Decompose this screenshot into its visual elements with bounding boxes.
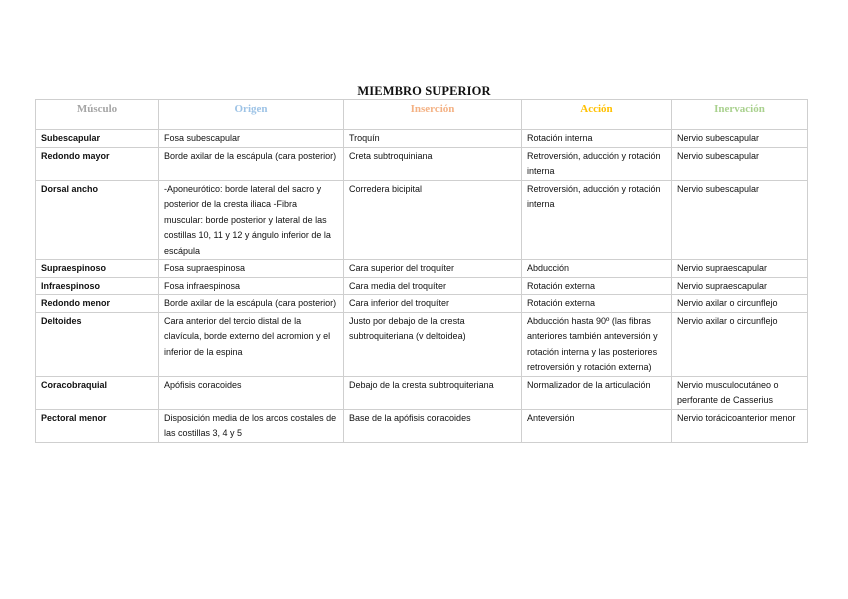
innervation-cell: Nervio musculocutáneo o perforante de Casserius [672, 376, 808, 409]
origin-cell: Disposición media de los arcos costales de las costillas 3, 4 y 5 [159, 409, 344, 442]
origin-cell: Cara anterior del tercio distal de la clavícula, borde externo del acromion y el inferior de la espina [159, 312, 344, 376]
insertion-cell: Creta subtroquiniana [344, 147, 522, 180]
table-row [36, 147, 808, 180]
insertion-cell: Corredera bicipital [344, 180, 522, 260]
header-row [36, 100, 808, 130]
muscle-cell: Coracobraquial [36, 376, 159, 409]
origin-cell: Fosa supraespinosa [159, 260, 344, 278]
header-innervation: Inervación [672, 100, 808, 130]
action-cell: Rotación externa [522, 295, 672, 313]
origin-cell: Borde axilar de la escápula (cara posterior) [159, 295, 344, 313]
table-row [36, 409, 808, 442]
insertion-cell: Debajo de la cresta subtroquiteriana [344, 376, 522, 409]
muscle-cell: Pectoral menor [36, 409, 159, 442]
muscle-cell: Dorsal ancho [36, 180, 159, 260]
muscle-cell: Infraespinoso [36, 277, 159, 295]
table-row [36, 260, 808, 278]
insertion-cell: Troquín [344, 130, 522, 148]
innervation-cell: Nervio subescapular [672, 130, 808, 148]
action-cell: Rotación externa [522, 277, 672, 295]
innervation-cell: Nervio axilar o circunflejo [672, 295, 808, 313]
innervation-cell: Nervio subescapular [672, 180, 808, 260]
insertion-cell: Justo por debajo de la cresta subtroquiteriana (v deltoidea) [344, 312, 522, 376]
innervation-cell: Nervio subescapular [672, 147, 808, 180]
header-muscle: Músculo [36, 100, 159, 130]
table-row [36, 180, 808, 260]
action-cell: Anteversión [522, 409, 672, 442]
innervation-cell: Nervio torácicoanterior menor [672, 409, 808, 442]
action-cell: Abducción [522, 260, 672, 278]
muscle-cell: Redondo mayor [36, 147, 159, 180]
innervation-cell: Nervio axilar o circunflejo [672, 312, 808, 376]
origin-cell: Borde axilar de la escápula (cara posterior) [159, 147, 344, 180]
insertion-cell: Cara inferior del troquíter [344, 295, 522, 313]
table-row [36, 130, 808, 148]
muscle-table [35, 99, 808, 443]
header-insertion: Inserción [344, 100, 522, 130]
table-row [36, 277, 808, 295]
action-cell: Rotación interna [522, 130, 672, 148]
muscle-cell: Supraespinoso [36, 260, 159, 278]
muscle-cell: Subescapular [36, 130, 159, 148]
insertion-cell: Cara media del troquíter [344, 277, 522, 295]
action-cell: Retroversión, aducción y rotación interna [522, 147, 672, 180]
table-row [36, 312, 808, 376]
action-cell: Retroversión, aducción y rotación interna [522, 180, 672, 260]
action-cell: Abducción hasta 90º (las fibras anteriores también anteversión y rotación interna y las posteriores retroversión y rotación externa) [522, 312, 672, 376]
muscle-cell: Deltoides [36, 312, 159, 376]
muscle-cell: Redondo menor [36, 295, 159, 313]
table-row [36, 376, 808, 409]
origin-cell: Apófisis coracoides [159, 376, 344, 409]
header-origin: Origen [159, 100, 344, 130]
origin-cell: Fosa infraespinosa [159, 277, 344, 295]
table-header [36, 100, 808, 130]
table-body [36, 130, 808, 443]
origin-cell: Fosa subescapular [159, 130, 344, 148]
innervation-cell: Nervio supraescapular [672, 277, 808, 295]
header-action: Acción [522, 100, 672, 130]
innervation-cell: Nervio supraescapular [672, 260, 808, 278]
insertion-cell: Base de la apófisis coracoides [344, 409, 522, 442]
insertion-cell: Cara superior del troquíter [344, 260, 522, 278]
action-cell: Normalizador de la articulación [522, 376, 672, 409]
origin-cell: -Aponeurótico: borde lateral del sacro y posterior de la cresta iliaca -Fibra muscular: borde posterior y lateral de las costillas 10, 11 y 12 y ángulo inferior de la escápula [159, 180, 344, 260]
document-title: MIEMBRO SUPERIOR [357, 84, 491, 98]
table-row [36, 295, 808, 313]
